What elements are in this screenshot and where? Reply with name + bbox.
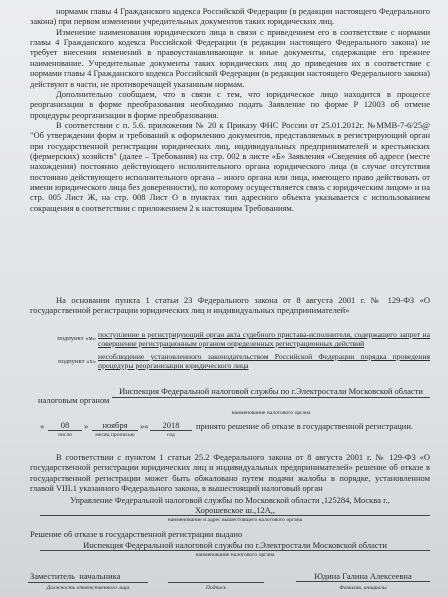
- signature-caption: Подпись: [205, 585, 227, 591]
- subpoint-text-x: несоблюдение установленного законодательством Российской Федерации порядка проведения процедуры реорганизации юридического лица: [98, 352, 430, 371]
- date-day: 08: [48, 420, 82, 431]
- top-paragraph-1: нормами главы 4 Гражданского кодекса Российской Федерации (в редакции настоящего Федерального закона) при первом изменении учредительных документов таких юридических лиц. Изменение наименования юридического лица в связи с приведением его в соответствие с нормами главы 4 Гражданского кодекса Российской Федерации (в редакции настоящего Федерального закона) не требует внесения изменений в правоустанавливающие и иные документы, содержащие его прежнее наименование. Учредительные документы таких юридических лиц до приведения их в соответствие с нормами главы 4 Гражданского кодекса Российской Федерации (в редакции настоящего Федерального закона) действуют в части, не противоречащей указанным нормам. Дополнительно сообщаем, что в связи с тем, что юридическое лицо находится в процессе реорганизации в форме преобразования необходимо подать Заявление по форме Р 12003 об отмене процедуры реорганизации в форме преобразования. В соответствии с п. 5.6. приложения № 20 к Приказу ФНС России от 25.01.2012г. №ММВ-7-6/25@ "Об утверждении форм и требований к оформлению документов, представляемых в регистрирующий орган при государственной регистрации юридических лиц, индивидуальных предпринимателей и крестьянских (фермерских) хозяйств" (далее – Требования) на стр. 002 в листе «Б» Заявления «Сведения об адресе (месте нахождения) постоянно действующего исполнительного органа юридического лица (в случае отсутствия постоянно действующего исполнительного органа – иного органа или лица, имеющего право действовать от имени юридического лица без доверенности), по которому осуществляется связь с юридическим лицом» и на стр. 005 Лист Ж, на стр. 008 Лист О в пунктах тип адресного объекта указывается с использованием сокращения в соответствии с приложением 2 к настоящим Требованиям.: [30, 6, 430, 213]
- position-caption: Должность ответственного лица: [46, 585, 130, 591]
- signature-underline: [168, 582, 264, 583]
- authority-name: Инспекция Федеральной налоговой службы по г.Электростали Московской области: [112, 386, 430, 398]
- signer-name-caption: Фамилия, инициалы: [339, 585, 387, 591]
- issued-label: Решение об отказе в государственной регистрации выдано: [30, 529, 243, 539]
- date-caption-month: месяц прописью: [95, 432, 135, 438]
- issued-authority: Инспекция Федеральной налоговой службы по г.Электростали Московской области: [40, 540, 430, 551]
- basis-paragraph: На основании пункта 1 статьи 23 Федерального закона от 8 августа 2001 г. № 129-ФЗ «О государственной регистрации юридических лиц и индивидуальных предпринимателей»: [30, 295, 430, 316]
- subpoint-text-m: поступление в регистрирующий орган акта судебного пристава-исполнителя, содержащего запрет на совершение регистрационным органом определенных регистрационных действий: [98, 330, 430, 349]
- date-quote-mid: »«: [140, 421, 149, 431]
- issued-caption: наименование налогового органа: [195, 552, 275, 558]
- appeal-authority-line1: Управление Федеральной налоговой службы по Московской области ,125284, Москва г.,: [70, 495, 390, 505]
- date-caption-day: число: [58, 432, 72, 438]
- authority-prefix: налоговым органом: [38, 395, 110, 405]
- date-quote-open: «: [40, 421, 45, 431]
- date-suffix: принято решение об отказе в государственной регистрации.: [196, 421, 413, 431]
- appeal-paragraph: В соответствии с пунктом 1 статьи 25.2 Федерального закона от 8 августа 2001 г. № 129-ФЗ «О государственной регистрации юридических лиц и индивидуальных предпринимателей» решение об отказе в государственной регистрации может быть обжаловано путем подачи жалобы в порядке, установленном главой VIII.1 указанного Федерального закона, в вышестоящий налоговый орган: [30, 452, 430, 494]
- position-underline: [28, 582, 148, 583]
- signer-position: Заместитель начальника: [30, 571, 121, 581]
- authority-caption: наименование налогового органа: [231, 410, 311, 416]
- appeal-authority-line2: Хорошевское ш.,12А,,: [40, 505, 430, 516]
- subpoint-label-m: подпункт «м»: [57, 335, 96, 342]
- date-quote-close: »: [84, 421, 89, 431]
- date-year: 2018: [150, 420, 192, 431]
- appeal-caption: наименование и адрес вышестоящего налогового органа: [167, 517, 303, 523]
- date-month: ноября: [92, 420, 138, 431]
- signer-name: Юдина Галина Алексеевна: [296, 571, 430, 582]
- date-caption-year: год: [167, 432, 175, 438]
- subpoint-label-x: подпункт «х»: [58, 358, 96, 365]
